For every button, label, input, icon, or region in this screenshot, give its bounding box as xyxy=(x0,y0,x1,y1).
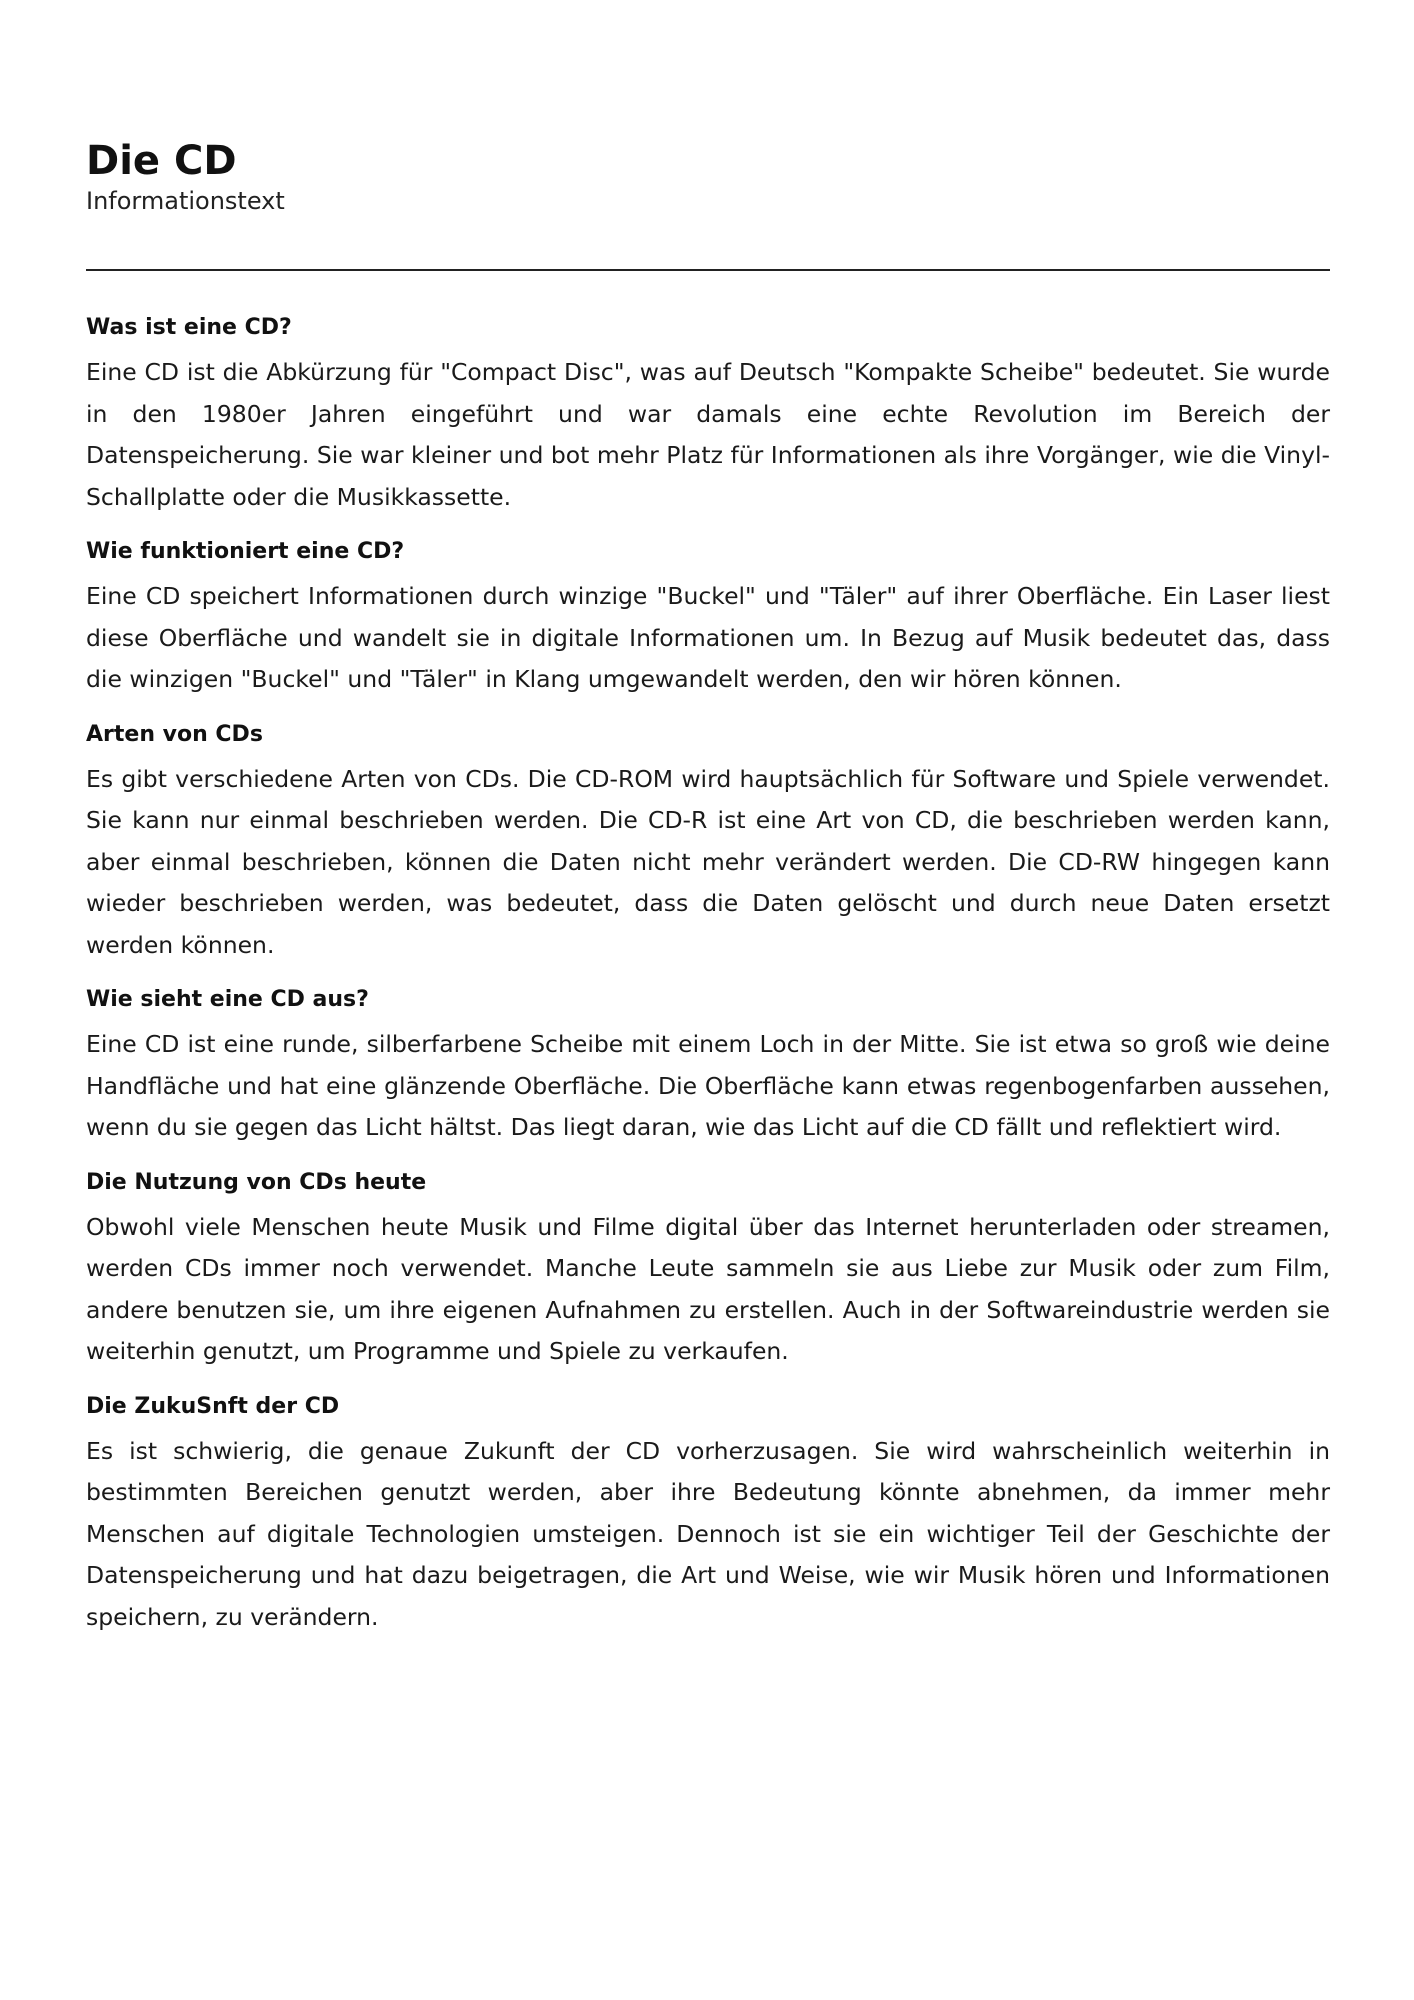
section-paragraph: Eine CD ist eine runde, silberfarbene Scheibe mit einem Loch in der Mitte. Sie ist etwa so groß wie deine Handfläche und hat eine glänzende Oberfläche. Die Oberfläche kann etwas regenbogenfarben aussehen, wenn du sie gegen das Licht hältst. Das liegt daran, wie das Licht auf die CD fällt und reflektiert wird. xyxy=(86,1030,1330,1141)
section-paragraph: Eine CD speichert Informationen durch winzige "Buckel" und "Täler" auf ihrer Oberfläche. Ein Laser liest diese Oberfläche und wandelt sie in digitale Informationen um. In Bezug auf Musik bedeutet das, dass die winzigen "Buckel" und "Täler" in Klang umgewandelt werden, den wir hören können. xyxy=(86,582,1330,693)
section-wie-funktioniert xyxy=(86,538,1330,701)
document-body xyxy=(86,314,1330,1658)
section-paragraph: Es gibt verschiedene Arten von CDs. Die CD-ROM wird hauptsächlich für Software und Spiele verwendet. Sie kann nur einmal beschrieben werden. Die CD-R ist eine Art von CD, die beschrieben werden kann, aber einmal beschrieben, können die Daten nicht mehr verändert werden. Die CD-RW hingegen kann wieder beschrieben werden, was bedeutet, dass die Daten gelöscht und durch neue Daten ersetzt werden können. xyxy=(86,764,1330,959)
document-title: Die CD xyxy=(86,138,237,184)
section-heading: Arten von CDs xyxy=(86,721,263,747)
section-heading: Die Nutzung von CDs heute xyxy=(86,1169,427,1195)
section-zukunft xyxy=(86,1393,1330,1639)
section-paragraph: Eine CD ist die Abkürzung für "Compact Disc", was auf Deutsch "Kompakte Scheibe" bedeutet. Sie wurde in den 1980er Jahren eingeführt und war damals eine echte Revolution im Bereich der Datenspeicherung. Sie war kleiner und bot mehr Platz für Informationen als ihre Vorgänger, wie die Vinyl-Schallplatte oder die Musikkassette. xyxy=(86,358,1330,511)
section-heading: Wie funktioniert eine CD? xyxy=(86,539,405,564)
section-arten-von-cds xyxy=(86,721,1330,967)
section-heading: Wie sieht eine CD aus? xyxy=(86,987,369,1012)
section-heading: Die ZukuSnft der CD xyxy=(86,1393,340,1419)
section-was-ist-eine-cd xyxy=(86,314,1330,518)
section-heading: Was ist eine CD? xyxy=(86,315,292,340)
title-divider xyxy=(86,269,1330,271)
document-page xyxy=(86,136,1330,1631)
section-paragraph: Es ist schwierig, die genaue Zukunft der CD vorherzusagen. Sie wird wahrscheinlich weiterhin in bestimmten Bereichen genutzt werden, aber ihre Bedeutung könnte abnehmen, da immer mehr Menschen auf digitale Technologien umsteigen. Dennoch ist sie ein wichtiger Teil der Geschichte der Datenspeicherung und hat dazu beigetragen, die Art und Weise, wie wir Musik hören und Informationen speichern, zu verändern. xyxy=(86,1436,1330,1631)
section-paragraph: Obwohl viele Menschen heute Musik und Filme digital über das Internet herunterladen oder streamen, werden CDs immer noch verwendet. Manche Leute sammeln sie aus Liebe zur Musik oder zum Film, andere benutzen sie, um ihre eigenen Aufnahmen zu erstellen. Auch in der Softwareindustrie werden sie weiterhin genutzt, um Programme und Spiele zu verkaufen. xyxy=(86,1212,1330,1365)
section-wie-sieht-eine-cd-aus xyxy=(86,986,1330,1149)
section-nutzung-heute xyxy=(86,1169,1330,1373)
document-subtitle: Informationstext xyxy=(86,187,285,215)
